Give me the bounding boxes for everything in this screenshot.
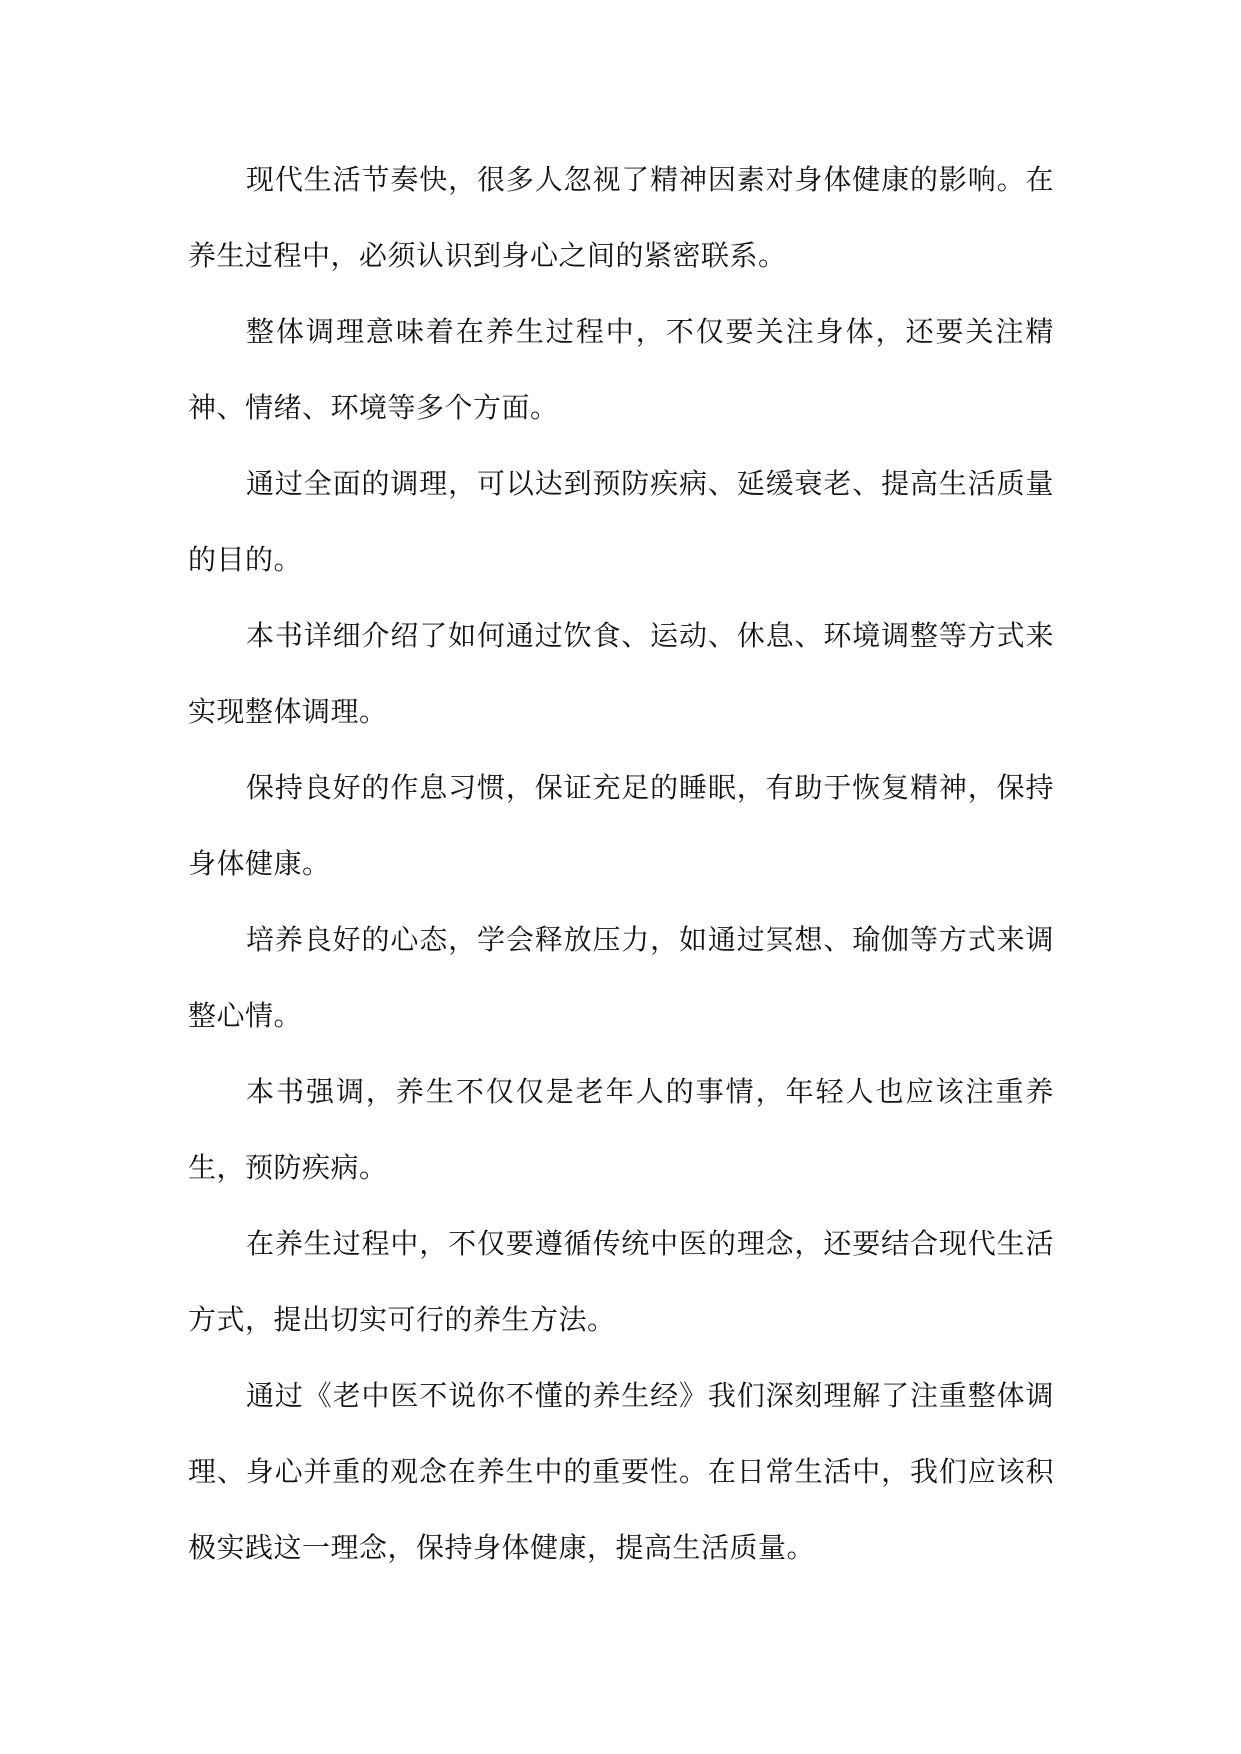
paragraph-2: 整体调理意味着在养生过程中，不仅要关注身体，还要关注精神、情绪、环境等多个方面。 (188, 315, 1054, 424)
paragraph-7: 本书强调，养生不仅仅是老年人的事情，年轻人也应该注重养生，预防疾病。 (188, 1075, 1054, 1184)
paragraph-8: 在养生过程中，不仅要遵循传统中医的理念，还要结合现代生活方式，提出切实可行的养生方法。 (188, 1227, 1054, 1336)
paragraph-1: 现代生活节奏快，很多人忽视了精神因素对身体健康的影响。在养生过程中，必须认识到身心之间的紧密联系。 (188, 163, 1054, 272)
paragraph-3: 通过全面的调理，可以达到预防疾病、延缓衰老、提高生活质量的目的。 (188, 467, 1054, 576)
paragraph-6: 培养良好的心态，学会释放压力，如通过冥想、瑜伽等方式来调整心情。 (188, 923, 1054, 1032)
paragraph-9: 通过《老中医不说你不懂的养生经》我们深刻理解了注重整体调理、身心并重的观念在养生中的重要性。在日常生活中，我们应该积极实践这一理念，保持身体健康，提高生活质量。 (188, 1379, 1054, 1564)
paragraph-4: 本书详细介绍了如何通过饮食、运动、休息、环境调整等方式来实现整体调理。 (188, 619, 1054, 728)
paragraph-5: 保持良好的作息习惯，保证充足的睡眠，有助于恢复精神，保持身体健康。 (188, 771, 1054, 880)
document-body (188, 142, 1054, 1586)
